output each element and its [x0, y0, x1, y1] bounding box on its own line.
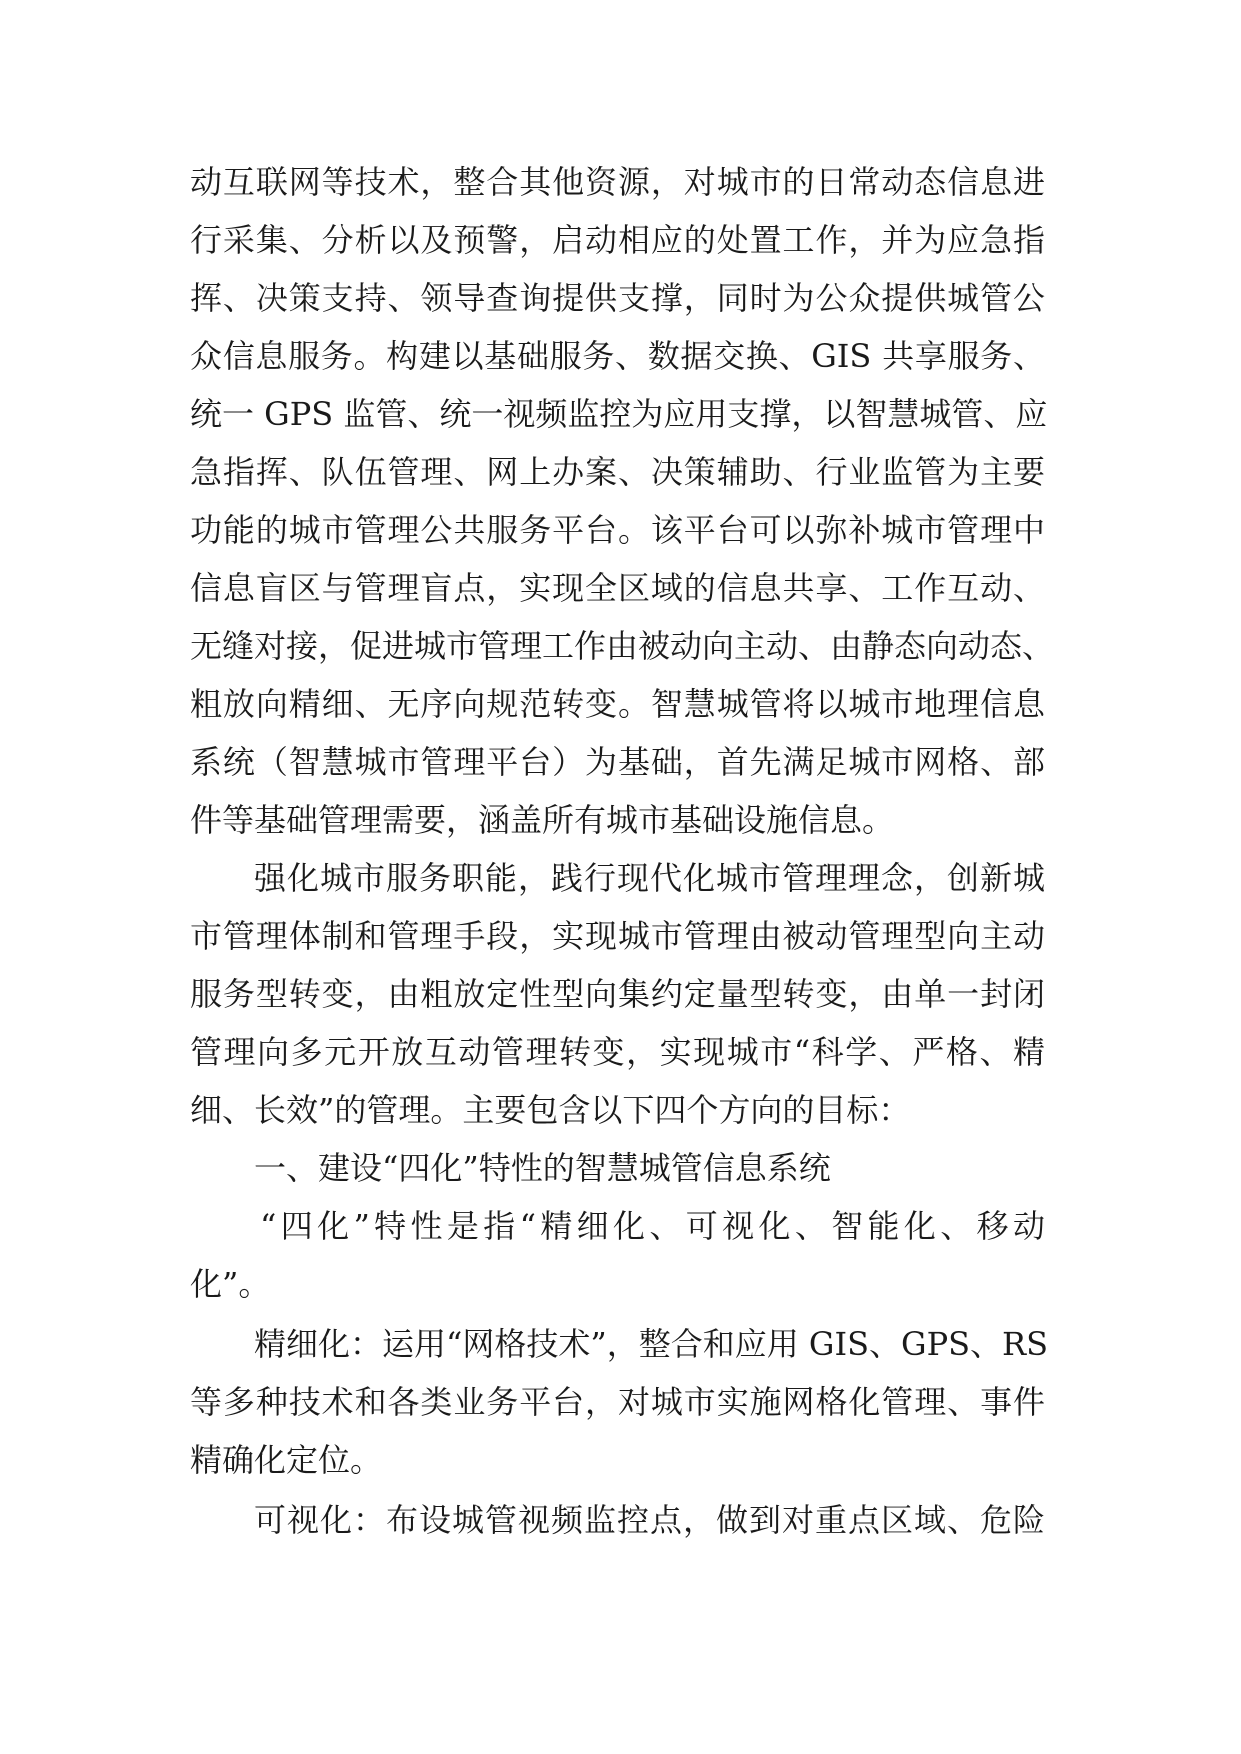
text-line: 系统（智慧城市管理平台）为基础，首先满足城市网格、部	[190, 743, 1045, 781]
text-line: 等多种技术和各类业务平台，对城市实施网格化管理、事件	[190, 1383, 1045, 1421]
text-line: 细、长效”的管理。主要包含以下四个方向的目标：	[190, 1091, 911, 1129]
text-line: 无缝对接，促进城市管理工作由被动向主动、由静态向动态、	[190, 627, 1055, 665]
text-line: 精确化定位。	[190, 1441, 383, 1479]
text-line: 功能的城市管理公共服务平台。该平台可以弥补城市管理中	[190, 511, 1045, 549]
text-line: 动互联网等技术，整合其他资源，对城市的日常动态信息进	[190, 163, 1045, 201]
text-line: 信息盲区与管理盲点，实现全区域的信息共享、工作互动、	[190, 569, 1045, 607]
text-line: 件等基础管理需要，涵盖所有城市基础设施信息。	[190, 801, 895, 839]
text-line: 统一 GPS 监管、统一视频监控为应用支撑，以智慧城管、应	[190, 395, 1048, 433]
paragraph-first-line: 强化城市服务职能，践行现代化城市管理理念，创新城	[254, 859, 1045, 897]
paragraph-first-line: 精细化：运用“网格技术”，整合和应用 GIS、GPS、RS	[254, 1325, 1049, 1363]
text-line: 众信息服务。构建以基础服务、数据交换、GIS 共享服务、	[190, 337, 1045, 375]
text-line: 急指挥、队伍管理、网上办案、决策辅助、行业监管为主要	[190, 453, 1045, 491]
text-line: 化”。	[190, 1265, 271, 1303]
text-line: 管理向多元开放互动管理转变，实现城市“科学、严格、精	[190, 1033, 1045, 1071]
text-line: 挥、决策支持、领导查询提供支撑，同时为公众提供城管公	[190, 279, 1045, 317]
text-line: 服务型转变，由粗放定性型向集约定量型转变，由单一封闭	[190, 975, 1045, 1013]
paragraph-first-line: “四化”特性是指“精细化、可视化、智能化、移动	[260, 1207, 1045, 1245]
text-line: 市管理体制和管理手段，实现城市管理由被动管理型向主动	[190, 917, 1045, 955]
section-heading: 一、建设“四化”特性的智慧城管信息系统	[254, 1149, 831, 1187]
paragraph-first-line: 可视化：布设城管视频监控点，做到对重点区域、危险	[254, 1501, 1045, 1539]
text-line: 行采集、分析以及预警，启动相应的处置工作，并为应急指	[190, 221, 1045, 259]
text-line: 粗放向精细、无序向规范转变。智慧城管将以城市地理信息	[190, 685, 1045, 723]
body-text	[190, 153, 1055, 1549]
